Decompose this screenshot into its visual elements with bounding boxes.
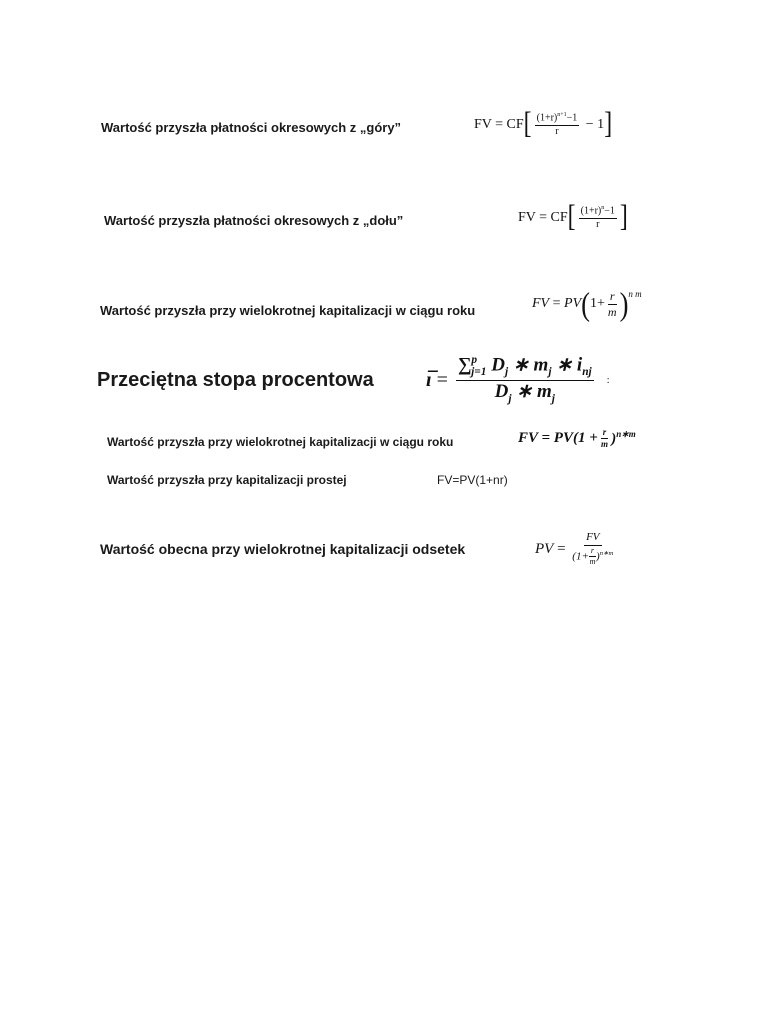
avg-rate-title: Przeciętna stopa procentowa [97,369,374,391]
avg-rate-formula: ı̅ = $\frac{\sum^p_{j=1} D_j ∗ m_j ∗ i_{nj}}{D_j ∗ m_j}$ : [426,354,610,405]
fv-simple-formula: FV=PV(1+nr) [437,473,508,487]
fv-multi-label-1: Wartość przyszła przy wielokrotnej kapitalizacji w ciągu roku [100,303,476,318]
fv-multi-formula-1: FV = PV ( 1+ $\frac{r}{m}$ ) $^{n m}$ [532,284,642,323]
fv-gory-label: Wartość przyszła płatności okresowych z „góry” [101,120,402,135]
fv-simple-label: Wartość przyszła przy kapitalizacji prostej [107,473,347,487]
pv-multi-label: Wartość obecna przy wielokrotnej kapitalizacji odsetek [100,541,466,557]
fv-multi-label-2: Wartość przyszła przy wielokrotnej kapitalizacji w ciągu roku [107,435,454,449]
fv-dolu-label: Wartość przyszła płatności okresowych z „dołu” [104,213,404,228]
fv-multi-formula-2: FV = PV(1 + $\frac{r}{m}$ )$^{n∗m}$ [518,427,636,450]
fv-gory-formula: FV = CF [ $\frac{(1+r)^{n+1}-1}{r}$ − 1 ] [474,106,613,141]
pv-multi-formula: PV = FV (1+ $\frac{r}{m}$ )$^{n∗m}$ [535,531,614,566]
fv-dolu-formula: FV = CF [ $\frac{(1+r)^n-1}{r}$ ] [518,199,628,234]
